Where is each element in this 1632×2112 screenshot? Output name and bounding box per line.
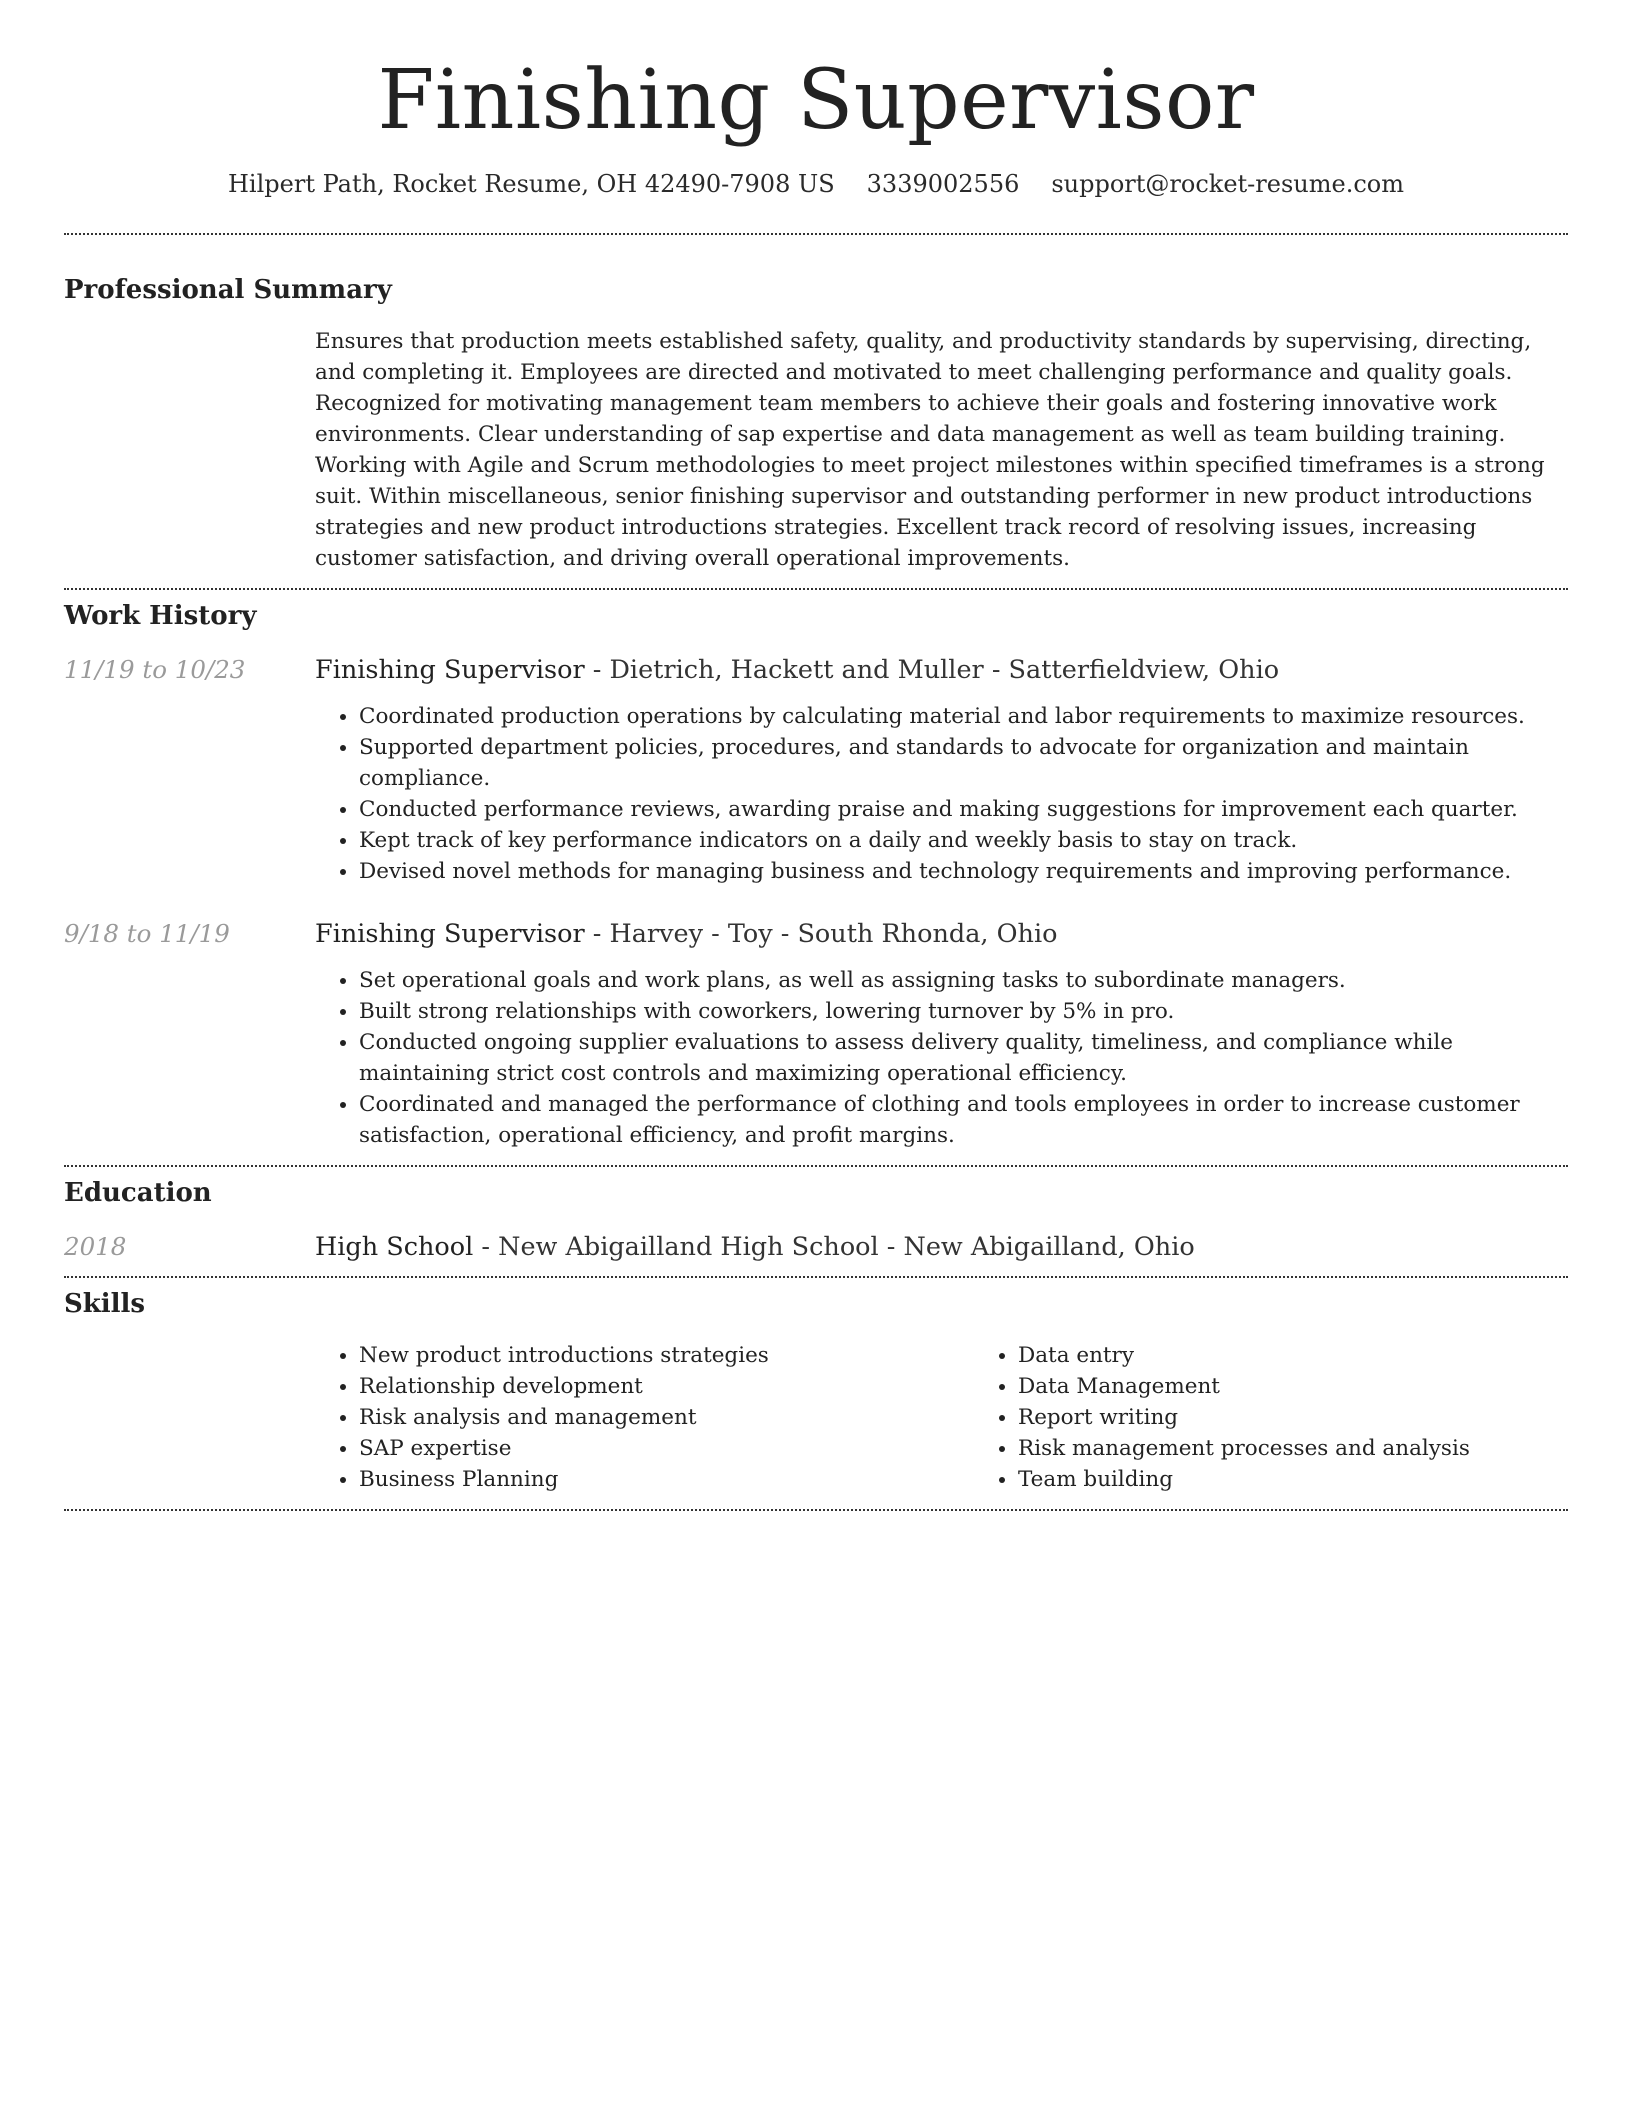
work-history-section (64, 601, 1568, 1151)
skills-list-right (974, 1340, 1632, 1495)
job-dates: 11/19 to 10/23 (64, 655, 246, 684)
candidate-name: Finishing Supervisor (377, 53, 1255, 148)
skill-item: • Data Management (1018, 1371, 1632, 1402)
skills-list-left (315, 1340, 974, 1495)
section-divider (64, 1509, 1568, 1511)
job-entry (64, 655, 1568, 887)
skills-section (64, 1289, 1568, 1495)
list-item: • Conducted performance reviews, awarding praise and making suggestions for improvement each quarter. (359, 794, 1568, 825)
job-role: Finishing Supervisor (315, 919, 585, 949)
education-details: New Abigailland High School - New Abigailland, Ohio (498, 1232, 1195, 1262)
contact-address: Hilpert Path, Rocket Resume, OH 42490-7908 US (228, 170, 835, 198)
education-date: 2018 (64, 1232, 127, 1261)
section-divider (64, 233, 1568, 235)
job-bullets (315, 965, 1568, 1151)
skill-item: • Business Planning (359, 1464, 974, 1495)
job-details: Harvey - Toy - South Rhonda, Ohio (609, 919, 1058, 949)
contact-email: support@rocket-resume.com (1051, 170, 1404, 198)
education-entry (64, 1232, 1568, 1262)
skill-item: • Data entry (1018, 1340, 1632, 1371)
education-section (64, 1178, 1568, 1262)
education-heading: Education (64, 1178, 212, 1208)
contact-line (64, 170, 1568, 198)
job-title: Finishing Supervisor - Harvey - Toy - South Rhonda, Ohio (315, 919, 1058, 949)
skill-item: • SAP expertise (359, 1433, 974, 1464)
list-item: • Devised novel methods for managing business and technology requirements and improving performance. (359, 856, 1568, 887)
list-item: • Supported department policies, procedures, and standards to advocate for organization and maintain compliance. (359, 732, 1568, 794)
list-item: • Set operational goals and work plans, as well as assigning tasks to subordinate managers. (359, 965, 1568, 996)
job-role: Finishing Supervisor (315, 655, 585, 685)
skills-heading: Skills (64, 1289, 146, 1319)
list-item: • Kept track of key performance indicators on a daily and weekly basis to stay on track. (359, 825, 1568, 856)
contact-phone: 3339002556 (866, 170, 1020, 198)
skill-item: • Risk analysis and management (359, 1402, 974, 1433)
resume-header (64, 0, 1568, 198)
section-divider (64, 1165, 1568, 1167)
education-title: High School - New Abigailland High School - New Abigailland, Ohio (315, 1232, 1195, 1262)
summary-text: Ensures that production meets established safety, quality, and productivity standards by supervising, directing, and completing it. Employees are directed and motivated to meet challenging performance and quality goals. Recognized for motivating management team members to achieve their goals and fostering innovative work environments. Clear understanding of sap expertise and data management as well as team building training. Working with Agile and Scrum methodologies to meet project milestones within specified timeframes is a strong suit. Within miscellaneous, senior finishing supervisor and outstanding performer in new product introductions strategies and new product introductions strategies. Excellent track record of resolving issues, increasing customer satisfaction, and driving overall operational improvements. (315, 329, 1545, 571)
list-item: • Built strong relationships with coworkers, lowering turnover by 5% in pro. (359, 996, 1568, 1027)
job-bullets (315, 701, 1568, 887)
job-entry (64, 919, 1568, 1151)
work-history-heading: Work History (64, 601, 257, 631)
skill-item: • Team building (1018, 1464, 1632, 1495)
skill-item: • New product introductions strategies (359, 1340, 974, 1371)
list-item: • Conducted ongoing supplier evaluations to assess delivery quality, timeliness, and compliance while maintaining strict cost controls and maximizing operational efficiency. (359, 1027, 1568, 1089)
job-details: Dietrich, Hackett and Muller - Satterfieldview, Ohio (609, 655, 1280, 685)
section-divider (64, 1276, 1568, 1278)
summary-section (64, 275, 1568, 574)
education-degree: High School (315, 1232, 474, 1262)
job-title: Finishing Supervisor - Dietrich, Hackett and Muller - Satterfieldview, Ohio (315, 655, 1280, 685)
job-dates: 9/18 to 11/19 (64, 919, 230, 948)
list-item: • Coordinated production operations by calculating material and labor requirements to maximize resources. (359, 701, 1568, 732)
section-divider (64, 588, 1568, 590)
summary-heading: Professional Summary (64, 275, 392, 305)
skill-item: • Risk management processes and analysis (1018, 1433, 1632, 1464)
skill-item: • Report writing (1018, 1402, 1632, 1433)
skill-item: • Relationship development (359, 1371, 974, 1402)
list-item: • Coordinated and managed the performance of clothing and tools employees in order to increase customer satisfaction, operational efficiency, and profit margins. (359, 1089, 1568, 1151)
